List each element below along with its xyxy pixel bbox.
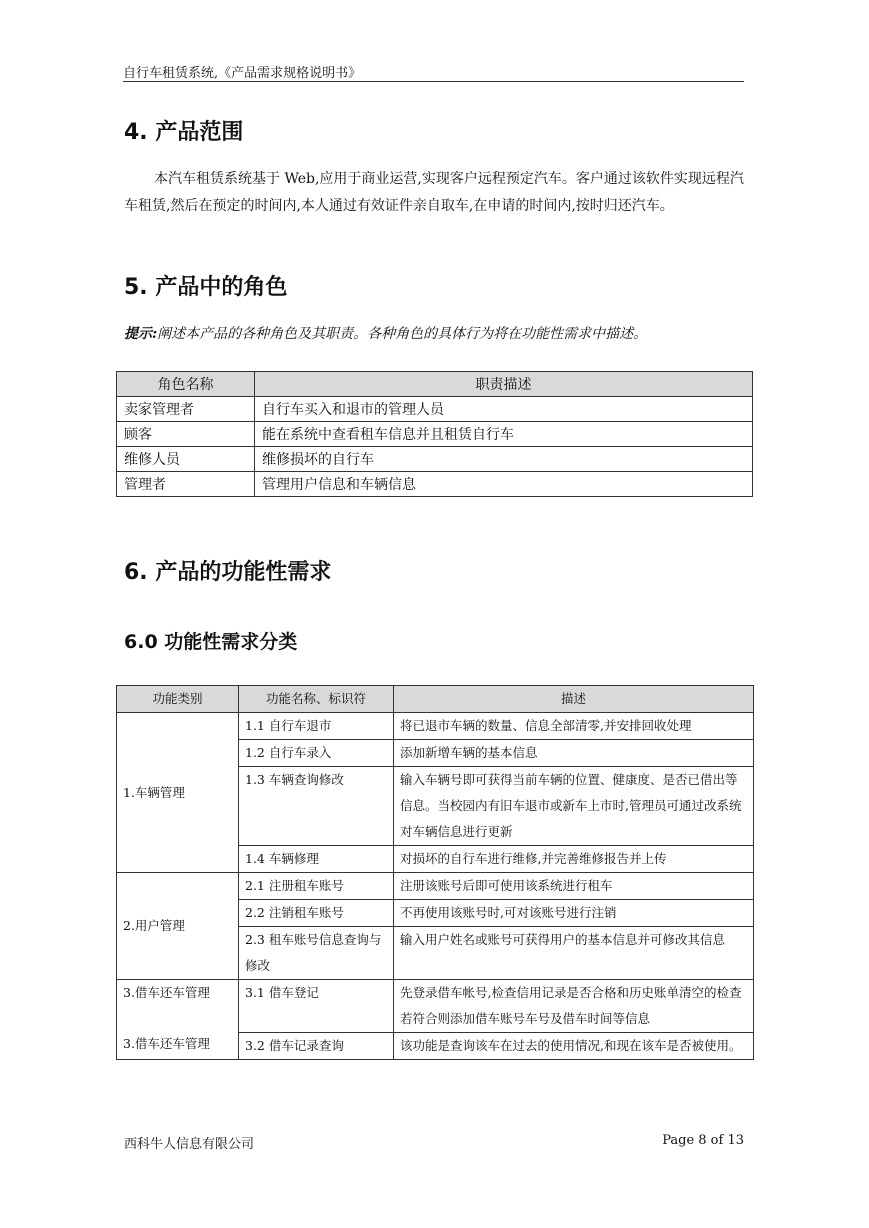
role-name: 卖家管理者 — [117, 397, 255, 422]
roles-header-name: 角色名称 — [117, 372, 255, 397]
func-desc: 将已退市车辆的数量、信息全部清零,并安排回收处理 — [394, 713, 754, 740]
hint-label: 提示: — [124, 326, 158, 342]
func-category-top: 3.借车还车管理 — [123, 985, 210, 1000]
func-category — [117, 980, 239, 1060]
table-row — [117, 447, 753, 472]
header-divider — [123, 81, 744, 82]
section-6-heading: 6. 产品的功能性需求 — [124, 560, 332, 585]
table-row — [117, 422, 753, 447]
func-desc: 添加新增车辆的基本信息 — [394, 740, 754, 767]
func-desc: 不再使用该账号时,可对该账号进行注销 — [394, 900, 754, 927]
role-duty: 自行车买入和退市的管理人员 — [255, 397, 753, 422]
func-desc: 对损坏的自行车进行维修,并完善维修报告并上传 — [394, 846, 754, 873]
table-row — [117, 980, 754, 1033]
func-name: 1.3 车辆查询修改 — [239, 767, 394, 846]
func-category-bottom: 3.借车还车管理 — [123, 1036, 210, 1051]
func-name: 1.4 车辆修理 — [239, 846, 394, 873]
func-category: 1.车辆管理 — [117, 713, 239, 873]
running-header: 自行车租赁系统,《产品需求规格说明书》 — [123, 66, 362, 81]
func-category: 2.用户管理 — [117, 873, 239, 980]
hint-text: 阐述本产品的各种角色及其职责。各种角色的具体行为将在功能性需求中描述。 — [157, 326, 648, 342]
func-header-name: 功能名称、标识符 — [239, 686, 394, 713]
roles-table — [116, 371, 753, 497]
func-desc: 输入用户姓名或账号可获得用户的基本信息并可修改其信息 — [394, 927, 754, 980]
func-header-desc: 描述 — [394, 686, 754, 713]
functional-requirements-table — [116, 685, 754, 1060]
table-row — [117, 713, 754, 740]
role-name: 管理者 — [117, 472, 255, 497]
hint-note — [124, 323, 749, 343]
section-4-paragraph: 本汽车租赁系统基于 Web,应用于商业运营,实现客户远程预定汽车。客户通过该软件实现远程汽车租赁,然后在预定的时间内,本人通过有效证件亲自取车,在申请的时间内,按时归还汽车。 — [124, 171, 744, 214]
table-row — [117, 397, 753, 422]
table-row — [117, 873, 754, 900]
func-name: 2.3 租车账号信息查询与修改 — [239, 927, 394, 980]
func-name: 3.1 借车登记 — [239, 980, 394, 1033]
role-duty: 能在系统中查看租车信息并且租赁自行车 — [255, 422, 753, 447]
func-desc: 注册该账号后即可使用该系统进行租车 — [394, 873, 754, 900]
section-6-0-heading: 6.0 功能性需求分类 — [124, 631, 298, 653]
func-desc: 该功能是查询该车在过去的使用情况,和现在该车是否被使用。 — [394, 1033, 754, 1060]
role-duty: 管理用户信息和车辆信息 — [255, 472, 753, 497]
func-name: 1.1 自行车退市 — [239, 713, 394, 740]
section-5-heading: 5. 产品中的角色 — [124, 275, 288, 300]
role-duty: 维修损坏的自行车 — [255, 447, 753, 472]
footer-page-number: Page 8 of 13 — [662, 1133, 744, 1148]
func-desc: 输入车辆号即可获得当前车辆的位置、健康度、是否已借出等信息。当校园内有旧车退市或新车上市时,管理员可通过改系统对车辆信息进行更新 — [394, 767, 754, 846]
footer-company: 西科牛人信息有限公司 — [124, 1137, 255, 1152]
func-name: 1.2 自行车录入 — [239, 740, 394, 767]
func-name: 3.2 借车记录查询 — [239, 1033, 394, 1060]
roles-header-duty: 职责描述 — [255, 372, 753, 397]
role-name: 顾客 — [117, 422, 255, 447]
role-name: 维修人员 — [117, 447, 255, 472]
func-header-category: 功能类别 — [117, 686, 239, 713]
func-name: 2.1 注册租车账号 — [239, 873, 394, 900]
func-desc: 先登录借车帐号,检查信用记录是否合格和历史账单清空的检查若符合则添加借车账号车号及借车时间等信息 — [394, 980, 754, 1033]
func-name: 2.2 注销租车账号 — [239, 900, 394, 927]
table-row — [117, 472, 753, 497]
section-4-heading: 4. 产品范围 — [124, 120, 244, 145]
